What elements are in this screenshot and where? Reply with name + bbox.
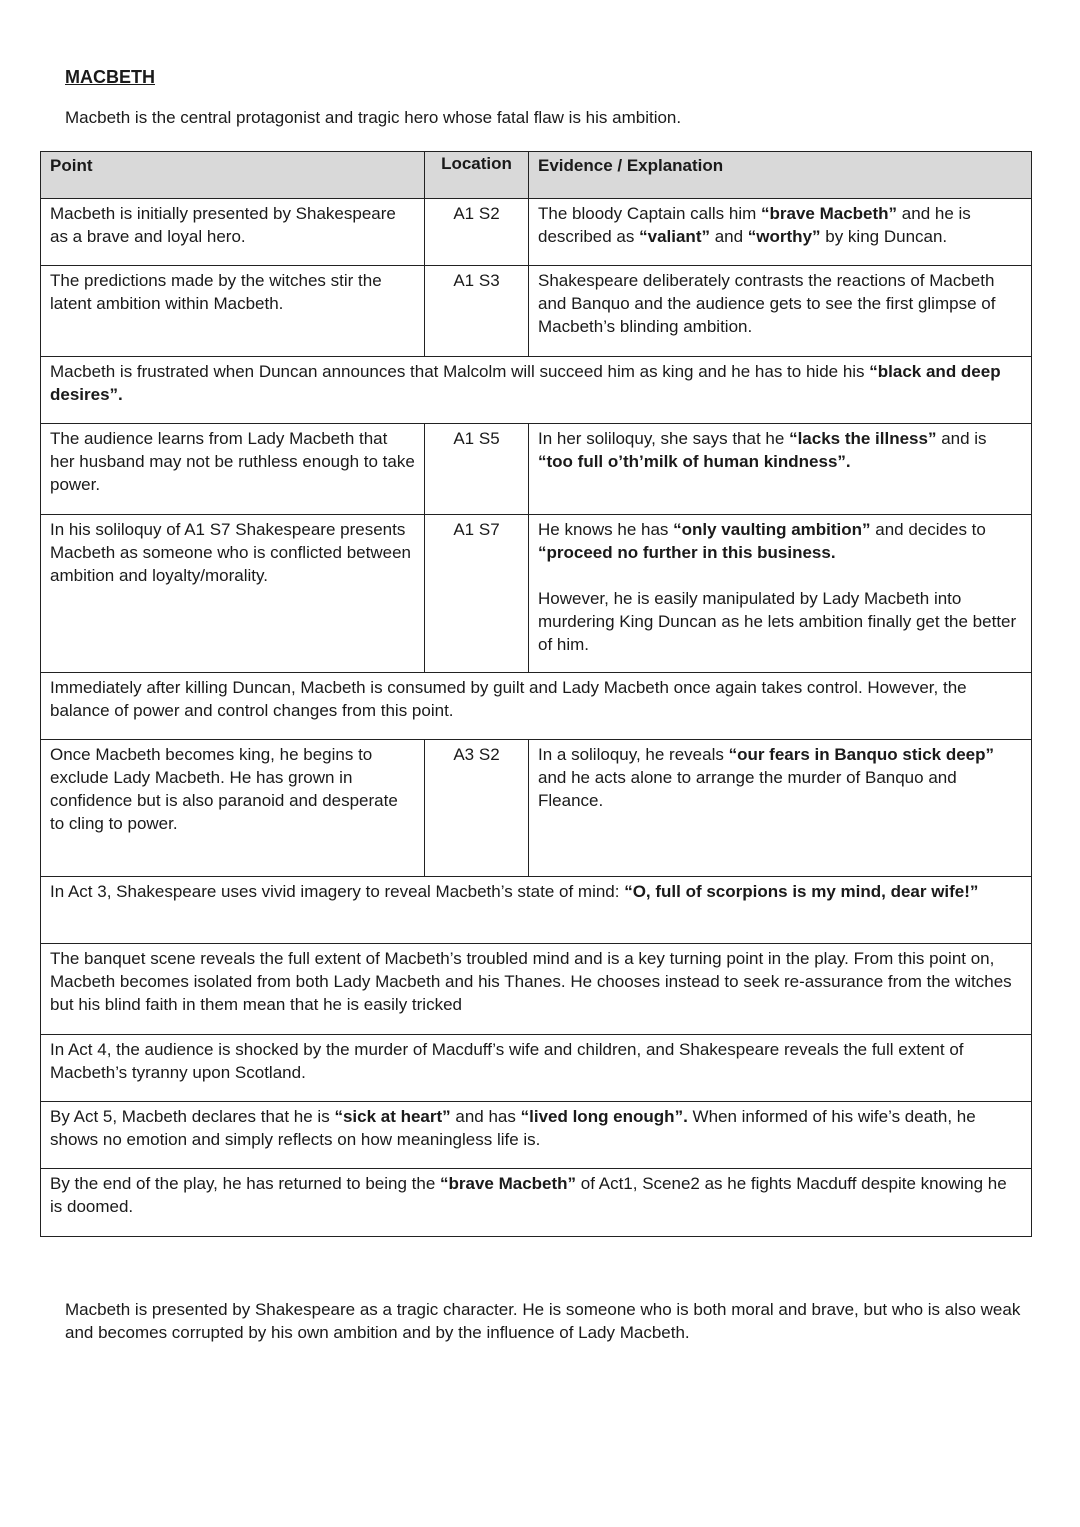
table-row <box>41 1169 1032 1237</box>
evidence-cell: He knows he has “only vaulting ambition” and decides to “proceed no further in this business. However, he is easily manipulated by Lady Macbeth into murdering King Duncan as he lets ambition finally get the better of him. <box>529 515 1032 673</box>
evidence-cell: The bloody Captain calls him “brave Macbeth” and he is described as “valiant” and “worthy” by king Duncan. <box>529 199 1032 266</box>
evidence-cell: In a soliloquy, he reveals “our fears in Banquo stick deep” and he acts alone to arrange the murder of Banquo and Fleance. <box>529 740 1032 877</box>
table-row <box>41 266 1032 357</box>
point-cell: Once Macbeth becomes king, he begins to exclude Lady Macbeth. He has grown in confidence but is also paranoid and desperate to cling to power. <box>41 740 425 877</box>
point-cell: The predictions made by the witches stir the latent ambition within Macbeth. <box>41 266 425 357</box>
summary-cell: By the end of the play, he has returned to being the “brave Macbeth” of Act1, Scene2 as he fights Macduff despite knowing he is doomed. <box>41 1169 1032 1237</box>
summary-cell: In Act 4, the audience is shocked by the murder of Macduff’s wife and children, and Shakespeare reveals the full extent of Macbeth’s tyranny upon Scotland. <box>41 1035 1032 1102</box>
header-point: Point <box>41 152 425 199</box>
location-cell: A1 S2 <box>425 199 529 266</box>
location-cell: A1 S3 <box>425 266 529 357</box>
character-analysis-table <box>40 151 1032 1237</box>
table-row <box>41 740 1032 877</box>
table-row <box>41 944 1032 1035</box>
table-row <box>41 199 1032 266</box>
summary-cell: Macbeth is frustrated when Duncan announces that Malcolm will succeed him as king and he has to hide his “black and deep desires”. <box>41 357 1032 424</box>
summary-cell: By Act 5, Macbeth declares that he is “sick at heart” and has “lived long enough”. When informed of his wife’s death, he shows no emotion and simply reflects on how meaningless life is. <box>41 1102 1032 1169</box>
point-cell: The audience learns from Lady Macbeth that her husband may not be ruthless enough to take power. <box>41 424 425 515</box>
summary-cell: The banquet scene reveals the full extent of Macbeth’s troubled mind and is a key turning point in the play. From this point on, Macbeth becomes isolated from both Lady Macbeth and his Thanes. He chooses instead to seek re-assurance from the witches but his blind faith in them mean that he is easily tricked <box>41 944 1032 1035</box>
point-cell: Macbeth is initially presented by Shakespeare as a brave and loyal hero. <box>41 199 425 266</box>
evidence-cell: In her soliloquy, she says that he “lacks the illness” and is “too full o’th’milk of human kindness”. <box>529 424 1032 515</box>
location-cell: A1 S7 <box>425 515 529 673</box>
table-row <box>41 424 1032 515</box>
evidence-cell: Shakespeare deliberately contrasts the reactions of Macbeth and Banquo and the audience gets to see the first glimpse of Macbeth’s blinding ambition. <box>529 266 1032 357</box>
header-evidence: Evidence / Explanation <box>529 152 1032 199</box>
intro-text: Macbeth is the central protagonist and tragic hero whose fatal flaw is his ambition. <box>65 108 682 127</box>
location-cell: A3 S2 <box>425 740 529 877</box>
table-row <box>41 1035 1032 1102</box>
table-row <box>41 357 1032 424</box>
table-row <box>41 1102 1032 1169</box>
table-row <box>41 877 1032 944</box>
table-header-row <box>41 152 1032 199</box>
point-cell: In his soliloquy of A1 S7 Shakespeare presents Macbeth as someone who is conflicted between ambition and loyalty/morality. <box>41 515 425 673</box>
summary-cell: In Act 3, Shakespeare uses vivid imagery to reveal Macbeth’s state of mind: “O, full of scorpions is my mind, dear wife!” <box>41 877 1032 944</box>
page-title: MACBETH <box>65 67 155 87</box>
table-row <box>41 673 1032 740</box>
location-cell: A1 S5 <box>425 424 529 515</box>
header-location: Location <box>425 152 529 199</box>
conclusion-text: Macbeth is presented by Shakespeare as a tragic character. He is someone who is both moral and brave, but who is also weak and becomes corrupted by his own ambition and by the influence of Lady Macbeth. <box>65 1300 1021 1342</box>
table-row <box>41 515 1032 673</box>
summary-cell: Immediately after killing Duncan, Macbeth is consumed by guilt and Lady Macbeth once again takes control. However, the balance of power and control changes from this point. <box>41 673 1032 740</box>
